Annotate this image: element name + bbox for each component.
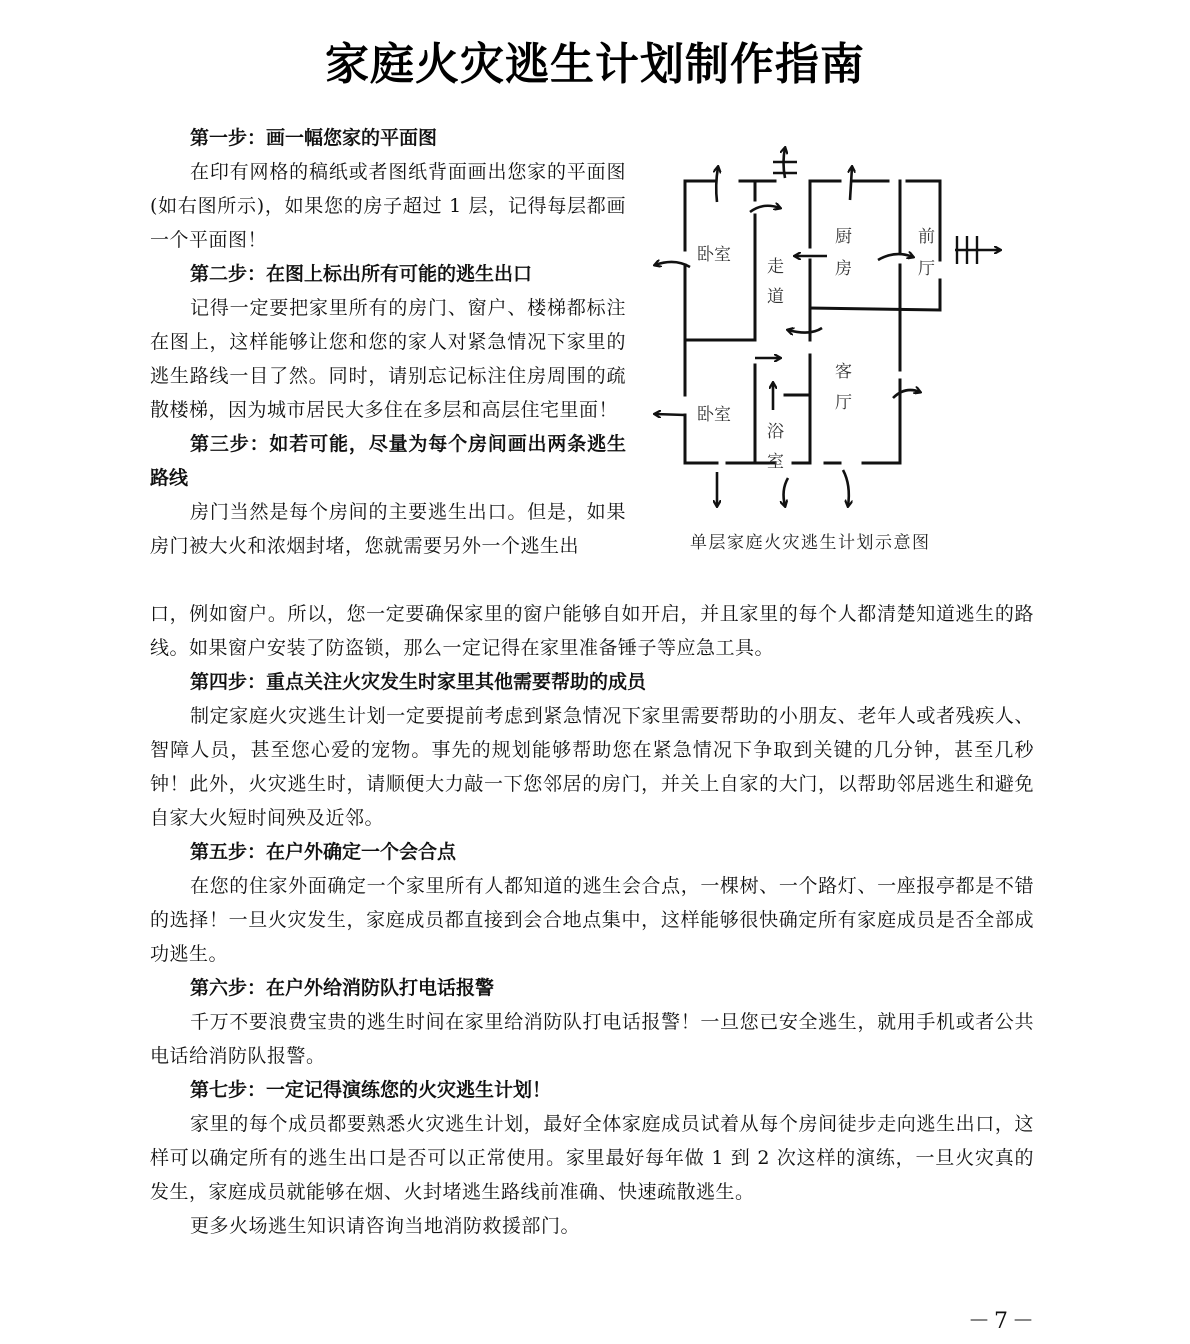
arrow-right-icon [750,206,780,212]
step-5-body: 在您的住家外面确定一个家里所有人都知道的逃生会合点，一棵树、一个路灯、一座报亭都是不错的选择！一旦火灾发生，家庭成员都直接到会合地点集中，这样能够很快确定所有家庭成员是否全部成功逃生。 [150,875,1034,965]
arrow-down-icon [843,470,849,506]
main-body [150,597,1034,1243]
room-label-bedroom-top: 卧室 [697,245,731,265]
room-label-foyer-1: 前 [918,227,935,247]
room-label-bedroom-bottom: 卧室 [697,405,731,425]
arrow-left-icon [788,328,822,333]
floor-plan-diagram [645,140,1020,520]
step-6-body: 千万不要浪费宝贵的逃生时间在家里给消防队打电话报警！一旦您已安全逃生，就用手机或者公共电话给消防队报警。 [150,1011,1034,1067]
room-label-living-1: 客 [835,362,852,382]
left-column [150,121,626,563]
step-3-body-part2: 口，例如窗户。所以，您一定要确保家里的窗户能够自如开启，并且家里的每个人都清楚知道逃生的路线。如果窗户安装了防盗锁，那么一定记得在家里准备锤子等应急工具。 [150,603,1034,659]
arrow-right-icon [878,254,913,260]
step-7-body: 家里的每个成员都要熟悉火灾逃生计划，最好全体家庭成员试着从每个房间徒步走向逃生出口，这样可以确定所有的逃生出口是否可以正常使用。家里最好每年做 1 到 2 次这样的演练，一旦火灾真的发生，家庭成员就能够在烟、火封堵逃生路线前准确、快速疏散逃生。 [150,1113,1034,1203]
diagram-caption: 单层家庭火灾逃生计划示意图 [690,533,931,553]
arrow-left-icon [655,414,685,415]
page-number: －7－ [968,1309,1038,1334]
room-label-hallway-2: 道 [767,287,784,307]
step-2-heading: 第二步：在图上标出所有可能的逃生出口 [190,263,533,285]
room-label-foyer-2: 厅 [918,259,935,279]
room-label-bath-1: 浴 [767,422,784,442]
step-5-heading: 第五步：在户外确定一个会合点 [190,841,457,863]
step-1-body: 在印有网格的稿纸或者图纸背面画出您家的平面图(如右图所示)，如果您的房子超过 1 层，记得每层都画一个平面图！ [150,161,626,251]
step-4-heading: 第四步：重点关注火灾发生时家里其他需要帮助的成员 [190,671,647,693]
escape-arrows [655,148,1000,506]
arrow-up-icon [850,167,852,200]
step-3-heading: 第三步：如若可能，尽量为每个房间画出两条逃生路线 [150,433,626,489]
room-label-living-2: 厅 [835,393,852,413]
step-2-body: 记得一定要把家里所有的房门、窗户、楼梯都标注在图上，这样能够让您和您的家人对紧急情况下家里的逃生路线一目了然。同时，请别忘记标注住房周围的疏散楼梯，因为城市居民大多住在多层和高层住宅里面！ [150,297,626,421]
step-4-body: 制定家庭火灾逃生计划一定要提前考虑到紧急情况下家里需要帮助的小朋友、老年人或者残疾人、智障人员，甚至您心爱的宠物。事先的规划能够帮助您在紧急情况下争取到关键的几分钟，甚至几秒钟！此外，火灾逃生时，请顺便大力敲一下您邻居的房门，并关上自家的大门，以帮助邻居逃生和避免自家大火短时间殃及近邻。 [150,705,1034,829]
room-label-kitchen-1: 厨 [835,227,852,247]
stairs-icon [773,162,977,264]
arrow-right-icon [893,390,920,398]
room-label-bath-2: 室 [767,452,784,472]
room-label-hallway-1: 走 [767,257,784,277]
arrow-down-icon [784,478,788,506]
step-6-heading: 第六步：在户外给消防队打电话报警 [190,977,495,999]
step-3-body-part1: 房门当然是每个房间的主要逃生出口。但是，如果房门被大火和浓烟封堵，您就需要另外一个逃生出 [150,501,626,557]
arrow-up-icon [716,167,718,202]
step-1-heading: 第一步：画一幅您家的平面图 [190,127,438,149]
room-label-kitchen-2: 房 [835,259,852,279]
closing-note: 更多火场逃生知识请咨询当地消防救援部门。 [190,1215,581,1237]
step-7-heading: 第七步：一定记得演练您的火灾逃生计划！ [190,1079,552,1101]
document-title: 家庭火灾逃生计划制作指南 [325,39,865,90]
